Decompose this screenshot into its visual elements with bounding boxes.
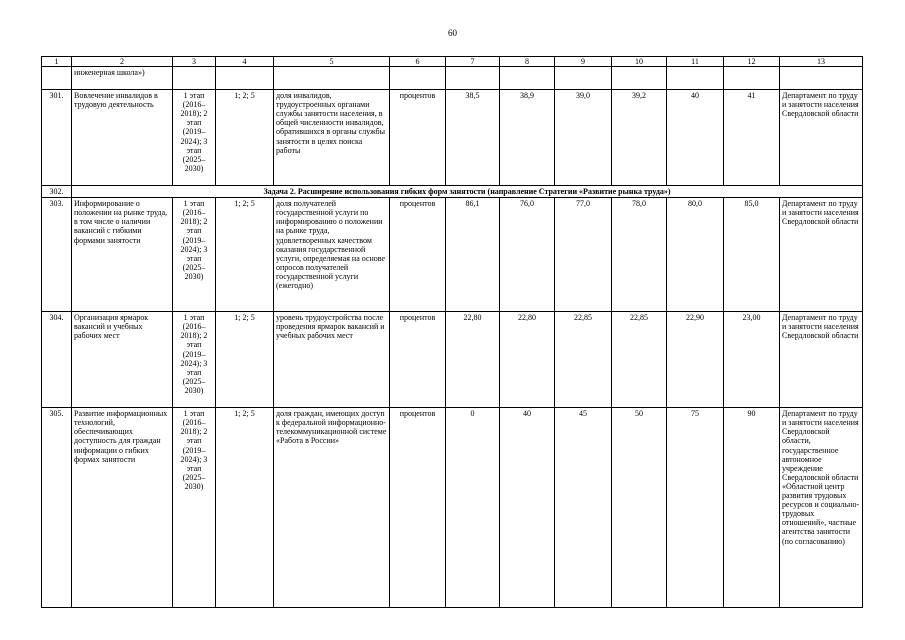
table-row xyxy=(42,198,863,312)
stages: 1 этап (2016–2018); 2 этап (2019–2024); 3 этап (2025–2030) xyxy=(173,198,216,312)
header-cell: 3 xyxy=(173,57,216,67)
header-cell: 6 xyxy=(390,57,446,67)
goals: 1; 2; 5 xyxy=(216,90,274,186)
value-col9: 45 xyxy=(555,408,612,608)
value-col7: 38,5 xyxy=(446,90,500,186)
value-col7: 0 xyxy=(446,408,500,608)
unit: процентов xyxy=(390,90,446,186)
goals: 1; 2; 5 xyxy=(216,408,274,608)
value-col10: 39,2 xyxy=(612,90,667,186)
header-cell: 8 xyxy=(500,57,555,67)
header-cell: 11 xyxy=(667,57,724,67)
header-row xyxy=(42,57,863,67)
stages: 1 этап (2016–2018); 2 этап (2019–2024); 3 этап (2025–2030) xyxy=(173,408,216,608)
responsible: Департамент по труду и занятости населения Свердловской области xyxy=(780,312,863,408)
header-cell: 7 xyxy=(446,57,500,67)
measure-name: Вовлечение инвалидов в трудовую деятельность xyxy=(72,90,173,186)
task-row xyxy=(42,186,863,198)
table-row xyxy=(42,90,863,186)
header-cell: 4 xyxy=(216,57,274,67)
header-cell: 13 xyxy=(780,57,863,67)
row-number: 305. xyxy=(42,408,72,608)
value-col10: 50 xyxy=(612,408,667,608)
table-row xyxy=(42,312,863,408)
value-col8: 40 xyxy=(500,408,555,608)
stages: 1 этап (2016–2018); 2 этап (2019–2024); 3 этап (2025–2030) xyxy=(173,90,216,186)
value-col7: 22,80 xyxy=(446,312,500,408)
value-col8: 76,0 xyxy=(500,198,555,312)
row-number: 304. xyxy=(42,312,72,408)
value-col9: 77,0 xyxy=(555,198,612,312)
responsible: Департамент по труду и занятости населения Свердловской области xyxy=(780,90,863,186)
row-number: 301. xyxy=(42,90,72,186)
indicator: доля инвалидов, трудоустроенных органами службы занятости населения, в общей численности инвалидов, обратившихся в органы службы занятости в целях поиска работы xyxy=(274,90,390,186)
value-col10: 78,0 xyxy=(612,198,667,312)
measure-name: Развитие информационных технологий, обеспечивающих доступность для граждан информации о гибких формах занятости xyxy=(72,408,173,608)
row-number: 302. xyxy=(42,186,72,198)
header-cell: 2 xyxy=(72,57,173,67)
task-heading: Задача 2. Расширение использования гибких форм занятости (направление Стратегии «Развитие рынка труда») xyxy=(72,186,863,198)
header-cell: 12 xyxy=(724,57,780,67)
continuation-text: инженерная школа») xyxy=(72,67,173,90)
value-col11: 80,0 xyxy=(667,198,724,312)
header-cell: 9 xyxy=(555,57,612,67)
indicator: доля получателей государственной услуги по информированию о положении на рынке труда, удовлетворенных качеством оказания государственной услуги, определяемая на основе опросов получателей государственной услуги (ежегодно) xyxy=(274,198,390,312)
page-number: 60 xyxy=(448,28,457,38)
value-col12: 41 xyxy=(724,90,780,186)
indicator: уровень трудоустройства после проведения ярмарок вакансий и учебных рабочих мест xyxy=(274,312,390,408)
table-row xyxy=(42,408,863,608)
value-col12: 23,00 xyxy=(724,312,780,408)
indicator: доля граждан, имеющих доступ к федеральной информационно-телекоммуникационной системе «Работа в России» xyxy=(274,408,390,608)
row-number: 303. xyxy=(42,198,72,312)
stages: 1 этап (2016–2018); 2 этап (2019–2024); 3 этап (2025–2030) xyxy=(173,312,216,408)
value-col12: 90 xyxy=(724,408,780,608)
value-col9: 22,85 xyxy=(555,312,612,408)
responsible: Департамент по труду и занятости населения Свердловской области xyxy=(780,198,863,312)
header-cell: 10 xyxy=(612,57,667,67)
unit: процентов xyxy=(390,408,446,608)
header-cell: 1 xyxy=(42,57,72,67)
unit: процентов xyxy=(390,198,446,312)
value-col11: 75 xyxy=(667,408,724,608)
value-col11: 40 xyxy=(667,90,724,186)
value-col12: 85,0 xyxy=(724,198,780,312)
continuation-row xyxy=(42,67,863,90)
header-cell: 5 xyxy=(274,57,390,67)
value-col8: 22,80 xyxy=(500,312,555,408)
responsible: Департамент по труду и занятости населения Свердловской области, государственное автономное учреждение Свердловской области «Областной центр развития трудовых ресурсов и социально-трудовых отношений», частные агентства занятости (по согласованию) xyxy=(780,408,863,608)
measure-name: Организация ярмарок вакансий и учебных рабочих мест xyxy=(72,312,173,408)
unit: процентов xyxy=(390,312,446,408)
goals: 1; 2; 5 xyxy=(216,312,274,408)
measure-name: Информирование о положении на рынке труда, в том числе о наличии вакансий с гибкими формами занятости xyxy=(72,198,173,312)
value-col10: 22,85 xyxy=(612,312,667,408)
value-col8: 38,9 xyxy=(500,90,555,186)
value-col9: 39,0 xyxy=(555,90,612,186)
indicators-table xyxy=(41,56,863,608)
goals: 1; 2; 5 xyxy=(216,198,274,312)
value-col11: 22,90 xyxy=(667,312,724,408)
value-col7: 86,1 xyxy=(446,198,500,312)
